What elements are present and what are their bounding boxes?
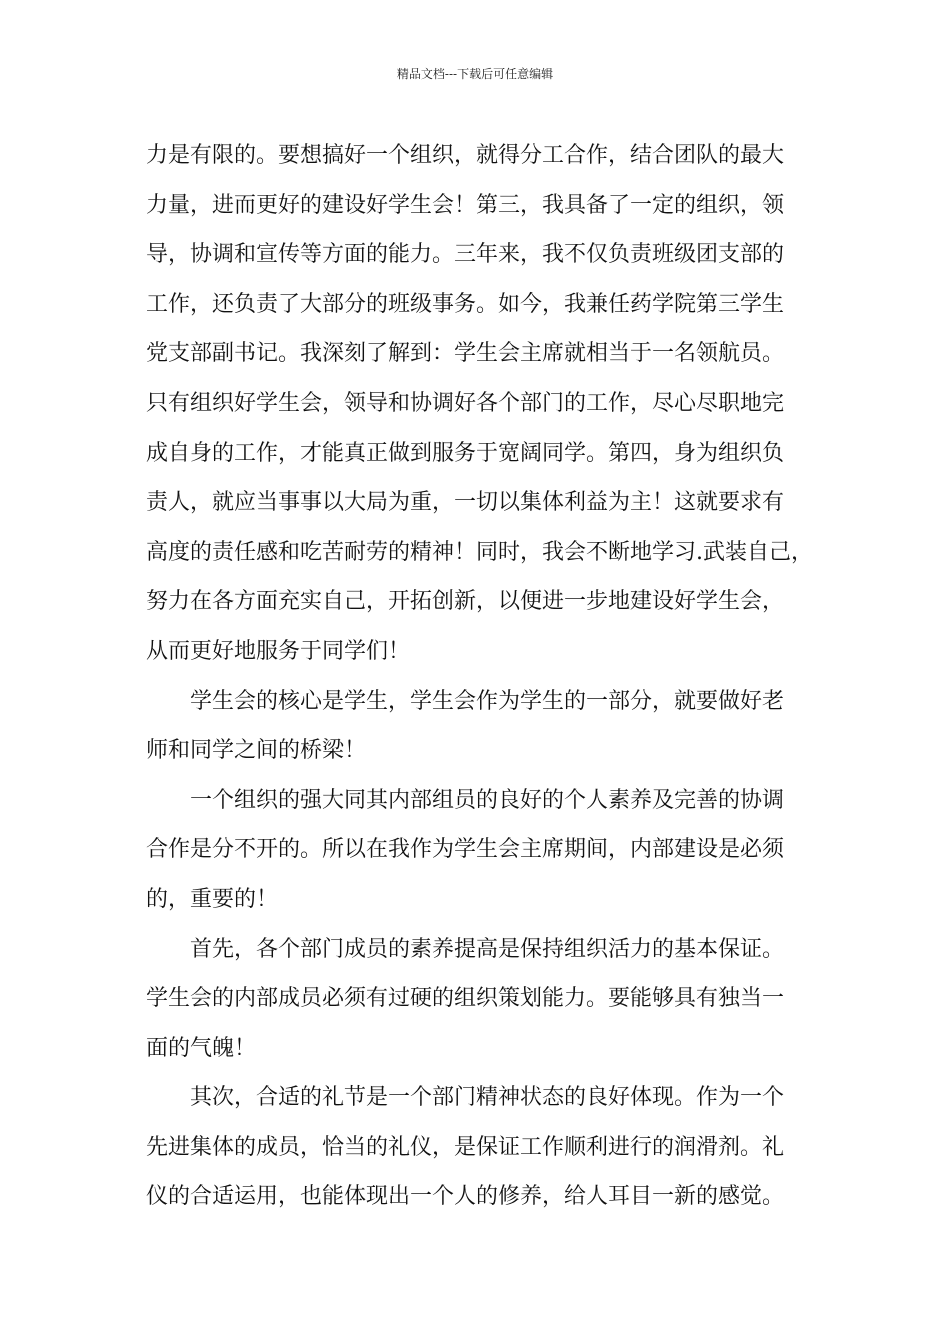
text-line: 的，重要的！: [146, 886, 279, 912]
text-line: 从而更好地服务于同学们！: [146, 638, 411, 664]
text-line: 合作是分不开的。所以在我作为学生会主席期间，内部建设是必须: [146, 837, 785, 863]
text-line: 高度的责任感和吃苦耐劳的精神！同时，我会不断地学习.武装自己，: [146, 539, 813, 565]
text-line: 工作，还负责了大部分的班级事务。如今，我兼任药学院第三学生: [146, 291, 785, 317]
page-header: 精品文档---下载后可任意编辑: [396, 67, 554, 81]
text-line: 成自身的工作，才能真正做到服务于宽阔同学。第四，身为组织负: [146, 440, 785, 466]
text-line: 努力在各方面充实自己，开拓创新，以便进一步地建设好学生会，: [146, 589, 785, 615]
text-line: 导，协调和宣传等方面的能力。三年来，我不仅负责班级团支部的: [146, 242, 785, 268]
text-line: 面的气魄！: [146, 1035, 257, 1061]
text-line: 师和同学之间的桥梁！: [146, 738, 367, 764]
text-line: 力是有限的。要想搞好一个组织，就得分工合作，结合团队的最大: [146, 143, 785, 168]
text-line: 学生会的内部成员必须有过硬的组织策划能力。要能够具有独当一: [146, 986, 785, 1012]
text-line: 党支部副书记。我深刻了解到：学生会主席就相当于一名领航员。: [146, 341, 785, 367]
paragraph: [146, 925, 816, 1074]
text-line: 仪的合适运用，也能体现出一个人的修养，给人耳目一新的感觉。: [146, 1184, 785, 1210]
text-line: 责人，就应当事事以大局为重，一切以集体利益为主！这就要求有: [146, 490, 785, 516]
paragraph: [146, 1073, 816, 1222]
paragraph: [146, 677, 816, 776]
text-line: 先进集体的成员，恰当的礼仪，是保证工作顺利进行的润滑剂。礼: [146, 1134, 785, 1160]
text-line: 只有组织好学生会，领导和协调好各个部门的工作，尽心尽职地完: [146, 390, 785, 416]
text-line: 首先，各个部门成员的素养提高是保持组织活力的基本保证。: [190, 936, 785, 962]
text-line: 其次，合适的礼节是一个部门精神状态的良好体现。作为一个: [190, 1085, 785, 1111]
text-line: 一个组织的强大同其内部组员的良好的个人素养及完善的协调: [190, 787, 785, 813]
paragraph: [146, 131, 816, 677]
paragraph: [146, 776, 816, 925]
document-body: [146, 131, 816, 1222]
text-line: 学生会的核心是学生，学生会作为学生的一部分，就要做好老: [190, 688, 785, 714]
text-line: 力量，进而更好的建设好学生会！第三，我具备了一定的组织，领: [146, 192, 785, 218]
